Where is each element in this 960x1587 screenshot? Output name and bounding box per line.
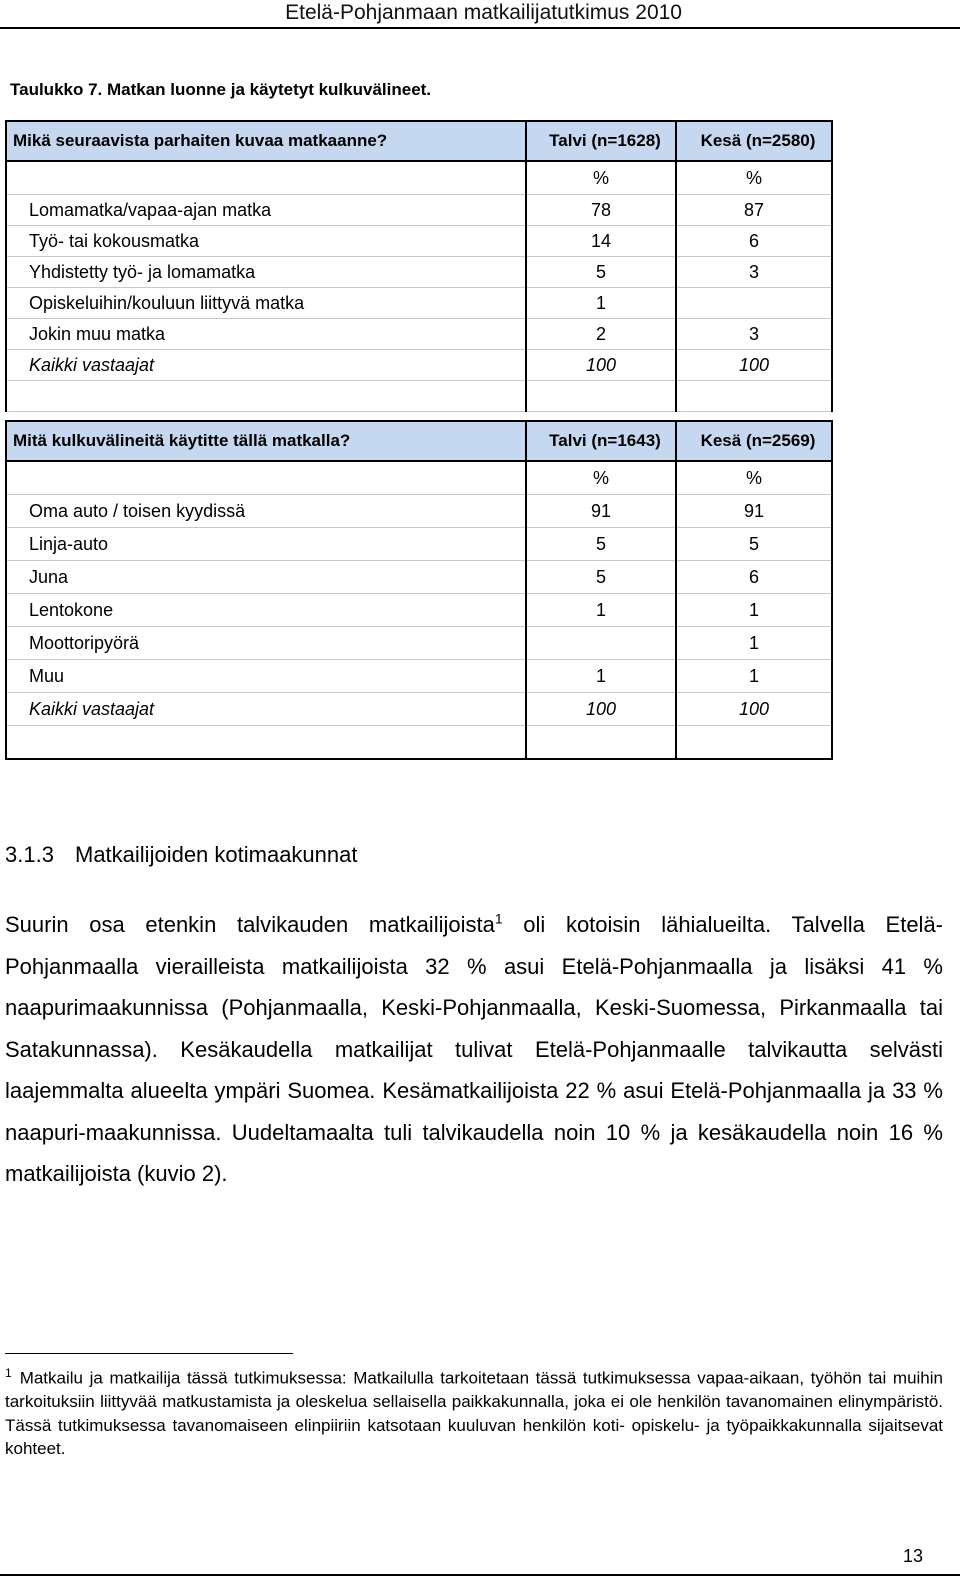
unit-cell: % bbox=[526, 461, 676, 495]
summer-header: Kesä (n=2569) bbox=[676, 421, 832, 461]
winter-value: 78 bbox=[526, 195, 676, 226]
summer-value: 1 bbox=[676, 627, 832, 660]
total-row bbox=[6, 693, 832, 726]
winter-value: 5 bbox=[526, 561, 676, 594]
table-row bbox=[6, 195, 832, 226]
running-header: Etelä-Pohjanmaan matkailijatutkimus 2010 bbox=[285, 1, 682, 24]
winter-value: 100 bbox=[526, 693, 676, 726]
header-rule bbox=[0, 27, 960, 29]
footnote-rule bbox=[5, 1353, 293, 1354]
question-header: Mitä kulkuvälineitä käytitte tällä matkalla? bbox=[6, 421, 526, 461]
winter-value: 1 bbox=[526, 660, 676, 693]
total-row bbox=[6, 350, 832, 381]
winter-value: 5 bbox=[526, 528, 676, 561]
winter-value: 1 bbox=[526, 288, 676, 319]
unit-row bbox=[6, 461, 832, 495]
unit-cell: % bbox=[676, 161, 832, 195]
transport-table bbox=[5, 420, 833, 760]
row-label: Oma auto / toisen kyydissä bbox=[6, 495, 526, 528]
spacer-row bbox=[6, 726, 832, 760]
summer-value: 1 bbox=[676, 660, 832, 693]
row-label: Työ- tai kokousmatka bbox=[6, 226, 526, 257]
winter-value: 5 bbox=[526, 257, 676, 288]
summer-value: 100 bbox=[676, 693, 832, 726]
row-label: Opiskeluihin/kouluun liittyvä matka bbox=[6, 288, 526, 319]
winter-value bbox=[526, 627, 676, 660]
summer-value: 100 bbox=[676, 350, 832, 381]
section-heading bbox=[5, 842, 358, 868]
summer-value bbox=[676, 288, 832, 319]
winter-value: 14 bbox=[526, 226, 676, 257]
question-header: Mikä seuraavista parhaiten kuvaa matkaanne? bbox=[6, 121, 526, 161]
winter-value: 100 bbox=[526, 350, 676, 381]
summer-value: 3 bbox=[676, 319, 832, 350]
row-label: Linja-auto bbox=[6, 528, 526, 561]
footnote bbox=[5, 1362, 943, 1461]
table-header-row bbox=[6, 121, 832, 161]
footnote-reference: 1 bbox=[494, 910, 503, 927]
section-number: 3.1.3 bbox=[5, 842, 54, 867]
table-row bbox=[6, 288, 832, 319]
winter-value: 91 bbox=[526, 495, 676, 528]
table-row bbox=[6, 495, 832, 528]
winter-header: Talvi (n=1628) bbox=[526, 121, 676, 161]
table-row bbox=[6, 226, 832, 257]
row-label: Yhdistetty työ- ja lomamatka bbox=[6, 257, 526, 288]
footnote-text: Matkailu ja matkailija tässä tutkimuksessa: Matkailulla tarkoitetaan tässä tutkimuksessa vapaa-aikaan, työhön tai muihin tarkoituksiin liittyvää matkustamista ja oleskelua sellaisella paikkakunnalla, joka ei ole henkilön tavanomainen elinympäristö. Tässä tutkimuksessa tavanomaiseen elinpiiriin katsotaan kuuluvan henkilön koti- opiskelu- ja työpaikkakunnalla sijaitsevat kohteet. bbox=[5, 1368, 943, 1459]
summer-value: 6 bbox=[676, 226, 832, 257]
footer-rule bbox=[0, 1574, 960, 1576]
summer-value: 91 bbox=[676, 495, 832, 528]
row-label: Muu bbox=[6, 660, 526, 693]
table-caption: Taulukko 7. Matkan luonne ja käytetyt kulkuvälineet. bbox=[10, 80, 432, 99]
summer-value: 5 bbox=[676, 528, 832, 561]
winter-header: Talvi (n=1643) bbox=[526, 421, 676, 461]
table-row bbox=[6, 561, 832, 594]
row-label: Lentokone bbox=[6, 594, 526, 627]
row-label: Lomamatka/vapaa-ajan matka bbox=[6, 195, 526, 226]
row-label: Moottoripyörä bbox=[6, 627, 526, 660]
summer-value: 6 bbox=[676, 561, 832, 594]
spacer-row bbox=[6, 381, 832, 412]
table-row bbox=[6, 594, 832, 627]
row-label: Jokin muu matka bbox=[6, 319, 526, 350]
table-row bbox=[6, 319, 832, 350]
row-label: Juna bbox=[6, 561, 526, 594]
summer-header: Kesä (n=2580) bbox=[676, 121, 832, 161]
summer-value: 1 bbox=[676, 594, 832, 627]
winter-value: 2 bbox=[526, 319, 676, 350]
summer-value: 87 bbox=[676, 195, 832, 226]
trip-purpose-table bbox=[5, 120, 833, 412]
unit-row bbox=[6, 161, 832, 195]
winter-value: 1 bbox=[526, 594, 676, 627]
body-paragraph: Suurin osa etenkin talvikauden matkailijoista$^1$ oli kotoisin lähialueilta. Talvella Etelä-Pohjanmaalla vierailleista matkailijoista 32 % asui Etelä-Pohjanmaalla ja lisäksi 41 % naapurimaakunnissa (Pohjanmaalla, Keski-Pohjanmaalla, Keski-Suomessa, Pirkanmaalla tai Satakunnassa). Kesäkaudella matkailijat tulivat Etelä-Pohjanmaalle talvikautta selvästi laajemmalta alueelta ympäri Suomea. Kesämatkailijoista 22 % asui Etelä-Pohjanmaalla ja 33 % naapuri-maakunnissa. Uudeltamaalta tuli talvikaudella noin 10 % ja kesäkaudella noin 16 % matkailijoista (kuvio 2). bbox=[5, 910, 944, 1186]
row-label: Kaikki vastaajat bbox=[6, 693, 526, 726]
unit-cell: % bbox=[526, 161, 676, 195]
section-title: Matkailijoiden kotimaakunnat bbox=[75, 842, 358, 867]
table-row bbox=[6, 528, 832, 561]
footnote-marker: 1 bbox=[5, 1366, 12, 1380]
table-row bbox=[6, 660, 832, 693]
summer-value: 3 bbox=[676, 257, 832, 288]
table-row bbox=[6, 627, 832, 660]
unit-cell: % bbox=[676, 461, 832, 495]
row-label: Kaikki vastaajat bbox=[6, 350, 526, 381]
table-header-row bbox=[6, 421, 832, 461]
table-row bbox=[6, 257, 832, 288]
page-number: 13 bbox=[903, 1546, 924, 1566]
